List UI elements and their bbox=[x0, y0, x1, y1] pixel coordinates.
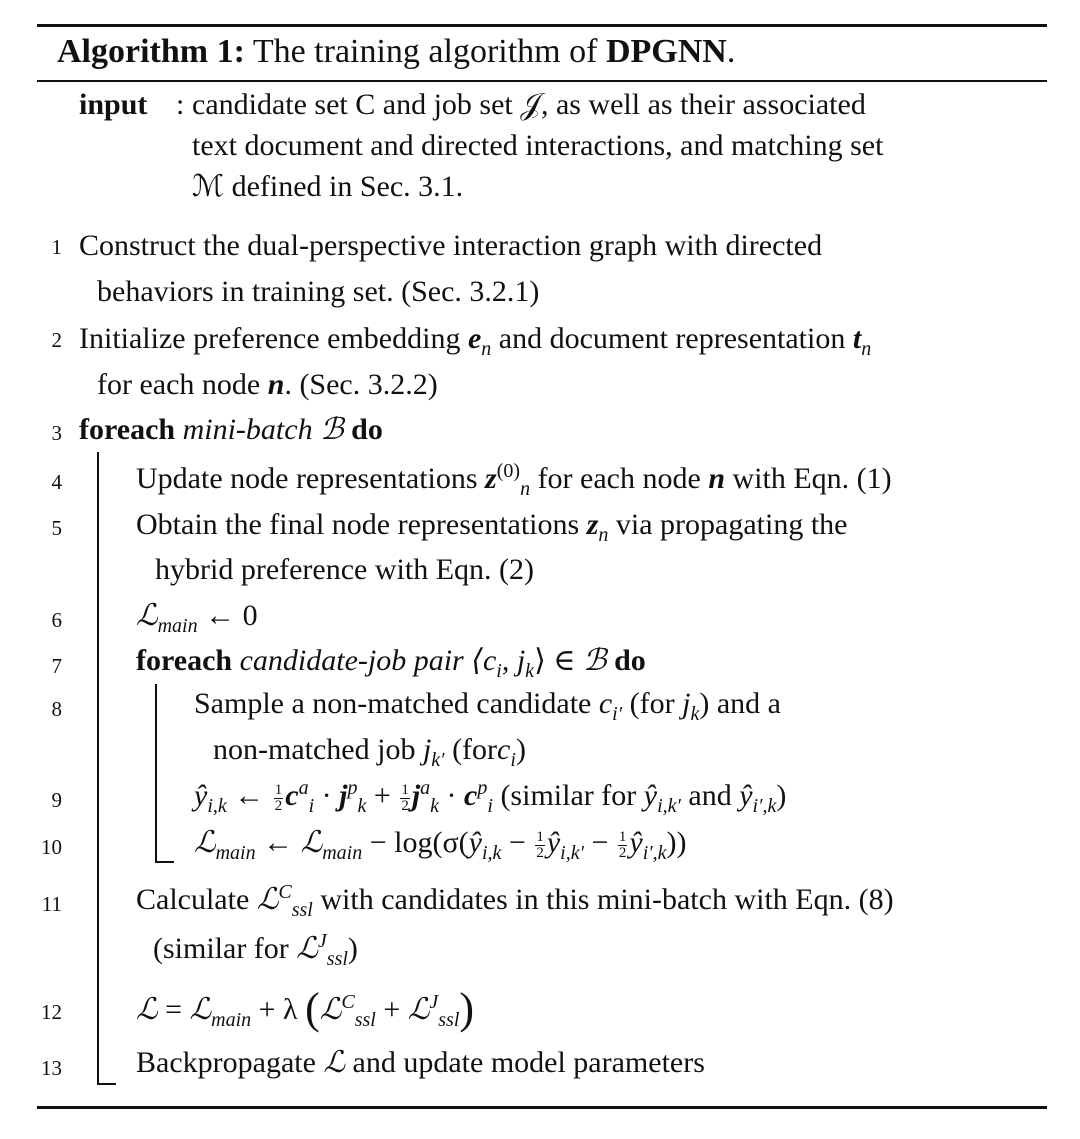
plus-lambda: + λ bbox=[258, 993, 298, 1026]
loss-lhs-sub: main bbox=[215, 842, 256, 864]
step-8-nonmatched: non-matched job bbox=[213, 733, 416, 766]
line-number-4: 4 bbox=[51, 470, 62, 494]
doc-rep-symbol: t bbox=[852, 322, 862, 355]
input-keyword: input bbox=[79, 88, 148, 121]
job-passive-sub: k bbox=[357, 795, 367, 817]
pair-open: ⟨c bbox=[471, 644, 497, 677]
pair-i: i bbox=[496, 660, 502, 682]
ssl-loss-c: ℒ bbox=[256, 882, 279, 917]
z-final-symbol: z bbox=[586, 508, 599, 541]
score-sub-2: i,k′ bbox=[657, 795, 681, 817]
score-symbol: ŷ bbox=[194, 779, 208, 812]
plus-9: + bbox=[373, 779, 391, 812]
input-colon: : bbox=[176, 88, 185, 121]
dot-1: · bbox=[321, 779, 332, 812]
step-5-propagate: via propagating the bbox=[615, 508, 848, 541]
loss-main-subscript: main bbox=[157, 615, 198, 637]
step-11-text-a bbox=[136, 881, 894, 921]
main-loss-sub: main bbox=[211, 1009, 252, 1031]
line-number-11: 11 bbox=[41, 892, 62, 916]
loss-rhs-sub: main bbox=[322, 842, 363, 864]
neg-job: j bbox=[422, 733, 432, 766]
total-loss: ℒ bbox=[136, 992, 158, 1027]
step-11-text-b bbox=[153, 930, 358, 970]
loss-lhs: ℒ bbox=[194, 825, 216, 860]
main-loss: ℒ bbox=[189, 992, 212, 1027]
step-8-close: ) bbox=[515, 733, 526, 766]
pair-k: k bbox=[525, 660, 535, 682]
ssl-j: ℒ bbox=[407, 992, 430, 1027]
step-7-text bbox=[136, 643, 646, 682]
step-4-for-each: for each node bbox=[537, 462, 701, 495]
assign-arrow-10: ← bbox=[263, 826, 294, 859]
z-final-subscript: n bbox=[598, 524, 609, 546]
step-10-text bbox=[194, 825, 687, 864]
z-symbol: z bbox=[485, 462, 497, 495]
foreach-keyword-inner: foreach bbox=[136, 644, 233, 677]
step-11-close: ) bbox=[347, 932, 358, 965]
line-number-1: 1 bbox=[51, 235, 62, 259]
candidate-sub: i bbox=[510, 749, 516, 771]
score-pos: ŷ bbox=[468, 826, 482, 859]
half-num-4: 1 bbox=[618, 828, 627, 845]
cand-passive: c bbox=[464, 779, 478, 812]
assign-arrow-9: ← bbox=[234, 779, 265, 812]
candidate-symbol: c bbox=[497, 733, 511, 766]
input-line-3: ℳ defined in Sec. 3.1. bbox=[192, 170, 464, 203]
step-2-ref: . (Sec. 3.2.2) bbox=[284, 368, 438, 401]
pair-close: ⟩ ∈ bbox=[534, 644, 576, 677]
job-sub: k bbox=[690, 703, 700, 725]
step-2-mid: and document representation bbox=[498, 322, 846, 355]
score-sub: i,k bbox=[207, 795, 227, 817]
line-number-3: 3 bbox=[51, 421, 62, 445]
score-sub-3: i′,k bbox=[752, 795, 777, 817]
step-2-init: Initialize preference embedding bbox=[79, 322, 461, 355]
score-symbol-3: ŷ bbox=[739, 779, 753, 812]
bottom-rule bbox=[37, 1106, 1047, 1109]
step-1-text-b: behaviors in training set. (Sec. 3.2.1) bbox=[97, 275, 540, 308]
ssl-c: ℒ bbox=[319, 992, 342, 1027]
line-number-10: 10 bbox=[41, 835, 62, 859]
step-11-with: with candidates in this mini-batch with Eqn. (8) bbox=[320, 883, 894, 916]
half-num-1: 1 bbox=[274, 781, 283, 798]
cand-passive-sub: i bbox=[487, 795, 493, 817]
step-8-text-b bbox=[213, 733, 526, 771]
neg-candidate: c bbox=[598, 687, 613, 720]
half-fraction-4 bbox=[618, 830, 628, 861]
right-paren: ) bbox=[459, 984, 475, 1033]
node-symbol-4: n bbox=[708, 462, 725, 495]
step-9-and: and bbox=[688, 779, 732, 812]
inner-loop-end bbox=[155, 861, 174, 863]
step-3-text bbox=[79, 413, 383, 447]
ssl-j-sup: J bbox=[429, 991, 439, 1013]
score-neg-job-sub: i,k′ bbox=[560, 842, 584, 864]
top-rule bbox=[37, 24, 1047, 27]
step-8-for: (for bbox=[629, 687, 675, 720]
z-superscript: (0) bbox=[496, 460, 521, 482]
step-9-similar: (similar for bbox=[500, 779, 637, 812]
step-8-sample: Sample a non-matched candidate bbox=[194, 687, 592, 720]
loss-symbol: ℒ bbox=[136, 598, 158, 633]
line-number-8: 8 bbox=[51, 697, 62, 721]
outer-loop-end bbox=[97, 1083, 116, 1085]
job-active: j bbox=[411, 779, 421, 812]
step-11-calc: Calculate bbox=[136, 883, 250, 916]
step-5-text-b: hybrid preference with Eqn. (2) bbox=[155, 553, 535, 586]
step-6-text bbox=[136, 598, 258, 637]
step-8-for-2: (for bbox=[452, 733, 498, 766]
step-13-text bbox=[136, 1046, 705, 1080]
job-passive-sup: p bbox=[347, 777, 358, 799]
ssl-loss-j-sub: ssl bbox=[326, 948, 348, 970]
neg-candidate-sub: i′ bbox=[612, 703, 623, 725]
step-2-text-a bbox=[79, 322, 872, 360]
cand-active-sub: i bbox=[308, 795, 315, 817]
half-den-3: 2 bbox=[536, 844, 544, 861]
half-den-4: 2 bbox=[618, 844, 627, 861]
step-2-text-b bbox=[97, 368, 438, 402]
half-den-2: 2 bbox=[401, 797, 409, 814]
dot-2: · bbox=[446, 779, 457, 812]
score-pos-sub: i,k bbox=[481, 842, 502, 864]
step-2-for-each: for each node bbox=[97, 368, 261, 401]
loss-symbol-13: ℒ bbox=[323, 1045, 346, 1080]
inner-loop-condition: candidate-job pair bbox=[239, 644, 464, 677]
embedding-subscript: n bbox=[481, 338, 492, 360]
line-number-13: 13 bbox=[41, 1056, 62, 1080]
step-10-close: )) bbox=[666, 826, 687, 859]
line-number-12: 12 bbox=[41, 1000, 62, 1024]
half-den-1: 2 bbox=[274, 797, 283, 814]
loss-init: ← 0 bbox=[205, 599, 258, 632]
step-9-close: ) bbox=[776, 779, 787, 812]
do-keyword-inner: do bbox=[614, 644, 646, 677]
algorithm-name: DPGNN bbox=[605, 33, 727, 70]
algorithm-label: Algorithm 1: bbox=[57, 33, 245, 70]
step-8-and: ) and a bbox=[699, 687, 781, 720]
cand-active: c bbox=[285, 779, 299, 812]
half-num-2: 1 bbox=[401, 781, 409, 798]
log-sigmoid: − log(σ( bbox=[369, 826, 469, 859]
job-symbol: j bbox=[682, 687, 691, 720]
caption-period: . bbox=[726, 33, 736, 70]
line-number-7: 7 bbox=[51, 654, 62, 678]
line-number-2: 2 bbox=[51, 328, 62, 352]
embedding-symbol: e bbox=[467, 322, 482, 355]
half-fraction-1 bbox=[274, 783, 284, 814]
score-neg-job: ŷ bbox=[546, 826, 561, 859]
half-num-3: 1 bbox=[536, 828, 544, 845]
batch-symbol-inner: ℬ bbox=[582, 643, 607, 678]
step-8-text-a bbox=[194, 687, 781, 725]
foreach-keyword: foreach bbox=[79, 413, 176, 446]
doc-rep-subscript: n bbox=[861, 338, 872, 360]
job-passive: j bbox=[339, 779, 348, 812]
z-subscript: n bbox=[520, 478, 531, 500]
outer-loop-bar bbox=[97, 452, 99, 1085]
line-number-6: 6 bbox=[51, 608, 62, 632]
job-active-sup: a bbox=[420, 777, 431, 799]
loop-condition: mini-batch bbox=[182, 413, 313, 446]
step-4-update: Update node representations bbox=[136, 462, 478, 495]
score-neg-cand-sub: i′,k bbox=[642, 842, 667, 864]
plus-12: + bbox=[383, 993, 401, 1026]
line-number-9: 9 bbox=[51, 788, 62, 812]
do-keyword: do bbox=[351, 413, 383, 446]
cand-passive-sup: p bbox=[477, 777, 488, 799]
half-fraction-3 bbox=[535, 830, 545, 861]
step-5-text-a bbox=[136, 508, 848, 546]
minus-2: − bbox=[591, 826, 609, 859]
cand-active-sup: a bbox=[298, 777, 309, 799]
ssl-loss-j: ℒ bbox=[296, 931, 318, 966]
step-4-eqn: with Eqn. (1) bbox=[732, 462, 892, 495]
ssl-loss-j-sup: J bbox=[317, 930, 327, 952]
ssl-j-sub: ssl bbox=[438, 1009, 460, 1031]
algorithm-caption bbox=[57, 30, 735, 74]
ssl-loss-c-sup: C bbox=[278, 881, 292, 903]
half-fraction-2 bbox=[400, 783, 410, 814]
score-neg-cand: ŷ bbox=[629, 826, 643, 859]
ssl-loss-c-sub: ssl bbox=[291, 899, 313, 921]
input-line-2: text document and directed interactions, and matching set bbox=[192, 129, 884, 162]
equals: = bbox=[165, 993, 183, 1026]
batch-symbol: ℬ bbox=[320, 412, 344, 447]
node-symbol: n bbox=[267, 368, 285, 401]
step-4-text bbox=[136, 460, 892, 500]
step-9-text bbox=[194, 777, 787, 817]
step-5-obtain: Obtain the final node representations bbox=[136, 508, 580, 541]
left-paren: ( bbox=[305, 984, 320, 1033]
step-12-text bbox=[136, 984, 475, 1033]
caption-rule bbox=[37, 80, 1047, 82]
job-active-sub: k bbox=[430, 795, 440, 817]
step-11-similar: (similar for bbox=[153, 932, 289, 965]
neg-job-sub: k′ bbox=[431, 749, 445, 771]
minus-1: − bbox=[508, 826, 526, 859]
ssl-c-sup: C bbox=[341, 991, 355, 1013]
step-13-update: and update model parameters bbox=[352, 1046, 705, 1079]
pair-j: , j bbox=[501, 644, 526, 677]
algorithm-title: The training algorithm of bbox=[252, 33, 598, 70]
input-line-1: candidate set C and job set 𝒥, as well as their associated bbox=[192, 88, 866, 121]
step-13-backprop: Backpropagate bbox=[136, 1046, 316, 1079]
score-symbol-2: ŷ bbox=[643, 779, 658, 812]
inner-loop-bar bbox=[155, 684, 157, 863]
ssl-c-sub: ssl bbox=[354, 1009, 376, 1031]
step-1-text-a: Construct the dual-perspective interaction graph with directed bbox=[79, 229, 823, 262]
line-number-5: 5 bbox=[51, 516, 62, 540]
loss-rhs: ℒ bbox=[300, 825, 323, 860]
